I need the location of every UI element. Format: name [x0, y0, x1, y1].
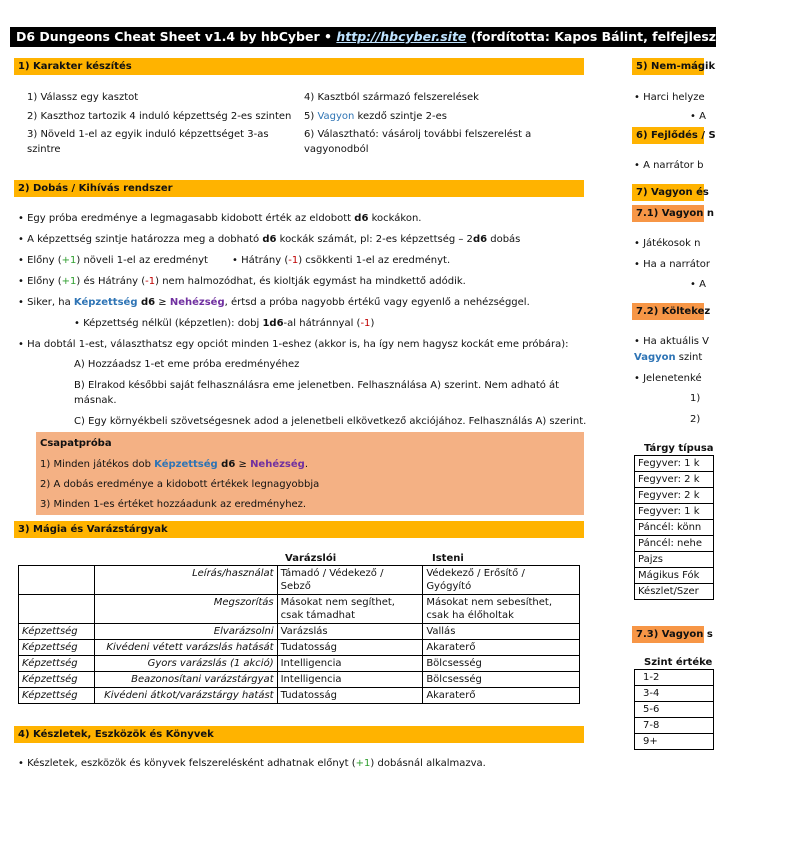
s2-b3-minus: -1 — [288, 255, 299, 266]
section-5-heading: 5) Nem-mágik — [632, 58, 704, 75]
team-roll-step-3: 3) Minden 1-es értéket hozzáadunk az eredményhez. — [40, 499, 307, 510]
s2-b5-skill: Képzettség — [73, 297, 138, 308]
list-item: Pajzs — [634, 551, 714, 567]
table-row — [19, 640, 580, 656]
magic-row-label: Leírás/használat — [94, 566, 277, 595]
s1-item-3b: szintre — [27, 144, 61, 155]
level-value-table — [634, 669, 714, 750]
magic-skill-cell — [19, 595, 95, 624]
team-roll-step-1 — [40, 458, 308, 471]
table-row — [19, 688, 580, 704]
section-4-heading: 4) Készletek, Eszközök és Könyvek — [14, 726, 584, 743]
team-t1-a: 1) Minden játékos dob — [40, 459, 155, 470]
magic-divine-cell: Akaraterő — [423, 640, 580, 656]
s6-text: • A narrátor b — [634, 160, 704, 171]
magic-row-label: Megszorítás — [94, 595, 277, 624]
magic-col-arcane: Varázslói — [285, 553, 337, 564]
item-type-table — [634, 455, 714, 600]
s2-bullet-3 — [18, 254, 208, 267]
magic-arcane-cell: Tudatosság — [277, 688, 423, 704]
s2-option-b2: másnak. — [74, 395, 117, 406]
s1-wealth: Vagyon — [317, 111, 355, 122]
list-item: Fegyver: 1 k — [634, 503, 714, 519]
s2-bullet-2 — [18, 233, 520, 246]
s4-b1-a: • Készletek, eszközök és könyvek felszerelésként adhatnak előnyt ( — [18, 758, 356, 769]
s2-option-c: C) Egy környékbeli szövetségesnek adod a jelenetbeli elkövetkező akciójához. Felhasználás A) szerint. — [74, 416, 587, 427]
magic-divine-cell — [423, 595, 580, 624]
s2-b4-minus: -1 — [145, 276, 156, 287]
s1-item-1: 1) Válassz egy kasztot — [27, 92, 139, 103]
s2-bullet-7: • Ha dobtál 1-est, választhatsz egy opciót minden 1-eshez (akkor is, ha így nem hagysz kockát eme próbára): — [18, 339, 569, 350]
magic-skill-cell: Képzettség — [19, 640, 95, 656]
s2-b6-dice: 1d6 — [262, 318, 284, 329]
title-prefix: D6 Dungeons Cheat Sheet v1.4 by hbCyber • — [16, 29, 337, 44]
s4-b1-plus: +1 — [355, 758, 371, 769]
section-2-heading: 2) Dobás / Kihívás rendszer — [14, 180, 584, 197]
list-item: Készlet/Szer — [634, 583, 714, 600]
team-t1-ge: ≥ — [235, 459, 251, 470]
list-item: Páncél: nehe — [634, 535, 714, 551]
magic-arcane-cell: Varázslás — [277, 624, 423, 640]
magic-arcane-cell — [277, 566, 423, 595]
s1-item-6b: vagyonodból — [304, 144, 369, 155]
list-item: Mágikus Fók — [634, 567, 714, 583]
s2-b5-difficulty: Nehézség — [169, 297, 225, 308]
s4-b1-c: ) dobásnál alkalmazva. — [370, 758, 486, 769]
s2-b5-a: • Siker, ha — [18, 297, 74, 308]
s2-b1-end: kockákon. — [368, 213, 422, 224]
list-item: Fegyver: 2 k — [634, 487, 714, 503]
s71-text-b: • Ha a narrátor — [634, 259, 711, 270]
magic-skill-cell: Képzettség — [19, 624, 95, 640]
s72-text-d: • Jelenetenké — [634, 373, 702, 384]
arcane-line-2: Sebző — [280, 581, 311, 592]
magic-skill-cell: Képzettség — [19, 656, 95, 672]
s71-text-c: • A — [690, 279, 706, 290]
team-roll-step-2: 2) A dobás eredménye a kidobott értékek legnagyobbja — [40, 479, 320, 490]
table-row — [19, 672, 580, 688]
magic-arcane-cell: Tudatosság — [277, 640, 423, 656]
s2-b1-dice: d6 — [354, 213, 369, 224]
arcane-line-1: Másokat nem segíthet, — [280, 597, 395, 608]
s2-bullet-3b — [232, 254, 450, 267]
s2-option-b1: B) Elrakod későbbi saját felhasználásra eme jelenetben. Felhasználása A) szerint. Nem adható át — [74, 380, 560, 391]
s2-b4-e: ) nem halmozódhat, és kioltják egymást ha mindkettő adódik. — [155, 276, 466, 287]
s4-bullet-1 — [18, 757, 486, 770]
title-link[interactable]: http://hbcyber.site — [336, 29, 467, 44]
magic-row-label: Kivédeni vétett varázslás hatását — [94, 640, 277, 656]
magic-arcane-cell: Intelligencia — [277, 656, 423, 672]
s2-bullet-1 — [18, 212, 421, 225]
section-7-heading: 7) Vagyon és — [632, 184, 704, 201]
list-item: Fegyver: 2 k — [634, 471, 714, 487]
s72-level: szint — [675, 352, 703, 363]
team-t1-end: . — [304, 459, 309, 470]
magic-arcane-cell — [277, 595, 423, 624]
team-roll-title: Csapatpróba — [40, 438, 112, 449]
s2-b5-dice: d6 — [137, 297, 156, 308]
level-value-header: Szint értéke — [644, 657, 713, 668]
s5-text-b: • A — [690, 111, 706, 122]
s72-wealth: Vagyon — [634, 352, 676, 363]
s1-item-5a: 5) — [304, 111, 318, 122]
magic-divine-cell: Bölcsesség — [423, 656, 580, 672]
s2-b6-a: • Képzettség nélkül (képzetlen): dobj — [74, 318, 263, 329]
magic-arcane-cell: Intelligencia — [277, 672, 423, 688]
divine-line-2: csak ha élőholtak — [426, 610, 514, 621]
s2-b2-dice2: d6 — [472, 234, 488, 245]
s1-item-2: 2) Kaszthoz tartozik 4 induló képzettség 2-es szinten — [27, 111, 292, 122]
s2-b3-f: ) csökkenti 1-el az eredményt. — [298, 255, 451, 266]
s2-b3-d: • Hátrány ( — [232, 255, 289, 266]
s2-b5-ge: ≥ — [155, 297, 170, 308]
section-1-heading: 1) Karakter készítés — [14, 58, 584, 75]
magic-row-label: Gyors varázslás (1 akció) — [94, 656, 277, 672]
list-item: 5-6 — [634, 701, 714, 717]
s2-b4-a: • Előny ( — [18, 276, 62, 287]
s2-b6-minus: -1 — [360, 318, 371, 329]
s72-text-e: 1) — [690, 393, 701, 404]
s2-b4-plus: +1 — [61, 276, 77, 287]
s2-bullet-5 — [18, 296, 530, 309]
s2-b2-mid: kockák számát, pl: 2-es képzettség – 2 — [276, 234, 473, 245]
section-7-3-heading: 7.3) Vagyon s — [632, 626, 704, 643]
s2-bullet-6 — [74, 317, 374, 330]
s2-b5-f: , értsd a próba nagyobb értékű vagy egyenlő a nehézséggel. — [224, 297, 530, 308]
magic-divine-cell: Bölcsesség — [423, 672, 580, 688]
team-t1-dice: d6 — [217, 459, 236, 470]
magic-divine-cell — [423, 566, 580, 595]
s1-item-3a: 3) Növeld 1-el az egyik induló képzettséget 3-as — [27, 129, 269, 140]
s2-b6-e: ) — [370, 318, 375, 329]
s2-b2-text: • A képzettség szintje határozza meg a dobható — [18, 234, 263, 245]
magic-skill-cell: Képzettség — [19, 688, 95, 704]
s71-text-a: • Játékosok n — [634, 238, 701, 249]
s2-b2-end: dobás — [487, 234, 521, 245]
list-item: Páncél: könn — [634, 519, 714, 535]
magic-divine-cell: Akaraterő — [423, 688, 580, 704]
s2-bullet-4 — [18, 275, 466, 288]
s72-text-f: 2) — [690, 414, 701, 425]
team-t1-skill: Képzettség — [154, 459, 218, 470]
table-row — [19, 624, 580, 640]
section-7-2-heading: 7.2) Költekez — [632, 303, 704, 320]
magic-row-label: Elvarázsolni — [94, 624, 277, 640]
list-item: 1-2 — [634, 669, 714, 685]
arcane-line-2: csak támadhat — [280, 610, 356, 621]
s2-b3-a: • Előny ( — [18, 255, 62, 266]
s72-text-a: • Ha aktuális V — [634, 336, 709, 347]
s2-b2-dice: d6 — [262, 234, 277, 245]
list-item: 3-4 — [634, 685, 714, 701]
magic-divine-cell: Vallás — [423, 624, 580, 640]
s72-text-b — [634, 351, 702, 364]
s2-b3-c: ) növeli 1-el az eredményt — [76, 255, 208, 266]
s1-item-6a: 6) Választható: vásárolj további felszerelést a — [304, 129, 532, 140]
arcane-line-1: Támadó / Védekező / — [280, 568, 384, 579]
section-6-heading: 6) Fejlődés / S — [632, 127, 704, 144]
s2-b3-plus: +1 — [61, 255, 77, 266]
table-row — [19, 566, 580, 595]
magic-skill-cell: Képzettség — [19, 672, 95, 688]
magic-row-label: Beazonosítani varázstárgyat — [94, 672, 277, 688]
s2-option-a: A) Hozzáadsz 1-et eme próba eredményéhez — [74, 359, 300, 370]
divine-line-1: Védekező / Erősítő / — [426, 568, 525, 579]
title-suffix: (fordította: Kapos Bálint, felfejlesztve v1.5-re, — [466, 29, 798, 44]
list-item: 9+ — [634, 733, 714, 750]
list-item: 7-8 — [634, 717, 714, 733]
magic-row-label: Kivédeni átkot/varázstárgy hatást — [94, 688, 277, 704]
s1-item-5 — [304, 110, 447, 123]
divine-line-1: Másokat nem sebesíthet, — [426, 597, 553, 608]
table-row — [19, 595, 580, 624]
s2-b1-text: • Egy próba eredménye a legmagasabb kidobott érték az eldobott — [18, 213, 355, 224]
s1-item-4: 4) Kasztból származó felszerelések — [304, 92, 479, 103]
section-7-1-heading: 7.1) Vagyon n — [632, 205, 704, 222]
document-title — [10, 27, 798, 47]
s2-b4-c: ) és Hátrány ( — [76, 276, 146, 287]
s1-item-5c: kezdő szintje 2-es — [354, 111, 447, 122]
magic-skill-cell — [19, 566, 95, 595]
list-item: Fegyver: 1 k — [634, 455, 714, 471]
table-row — [19, 656, 580, 672]
divine-line-2: Gyógyító — [426, 581, 472, 592]
magic-col-divine: Isteni — [432, 553, 464, 564]
team-t1-difficulty: Nehézség — [250, 459, 305, 470]
s5-text: • Harci helyze — [634, 92, 705, 103]
item-type-header: Tárgy típusa — [644, 443, 714, 454]
s2-b6-c: -al hátránnyal ( — [283, 318, 361, 329]
section-3-heading: 3) Mágia és Varázstárgyak — [14, 521, 584, 538]
magic-table — [18, 565, 580, 704]
